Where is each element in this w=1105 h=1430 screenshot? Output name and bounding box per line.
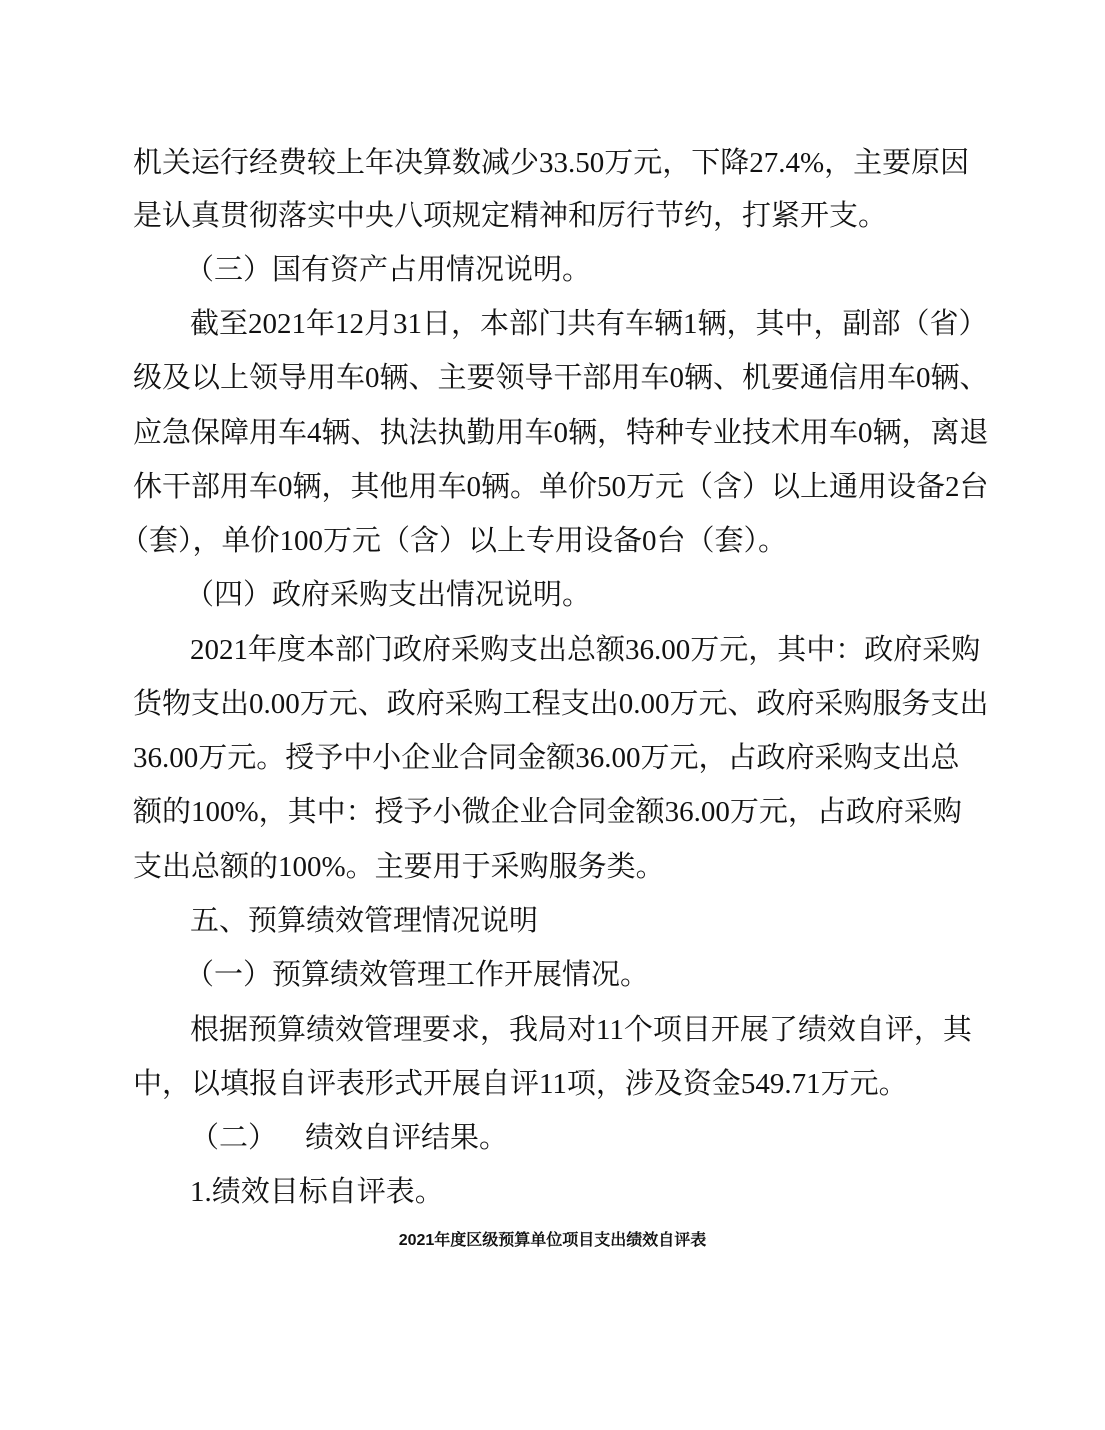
section-heading: 绩效自评结果。 — [305, 1122, 509, 1154]
section-heading: （四）政府采购支出情况说明。 — [185, 579, 592, 611]
section-heading: （一）预算绩效管理工作开展情况。 — [185, 959, 650, 991]
section-heading-number: （二） — [190, 1122, 278, 1154]
paragraph-line: 货物支出0.00万元、政府采购工程支出0.00万元、政府采购服务支出 — [133, 688, 989, 720]
table-title: 2021年度区级预算单位项目支出绩效自评表 — [398, 1232, 707, 1249]
paragraph-line: 中，以填报自评表形式开展自评11项，涉及资金549.71万元。 — [133, 1068, 908, 1100]
paragraph-line: （套），单价100万元（含）以上专用设备0台（套）。 — [120, 525, 788, 557]
paragraph-line: 额的100%，其中：授予小微企业合同金额36.00万元，占政府采购 — [133, 796, 962, 828]
subsection-heading: 1.绩效目标自评表。 — [190, 1176, 444, 1208]
section-heading: （三）国有资产占用情况说明。 — [185, 254, 592, 286]
paragraph-line: 支出总额的100%。主要用于采购服务类。 — [133, 851, 665, 883]
paragraph-line: 根据预算绩效管理要求，我局对11个项目开展了绩效自评，其 — [190, 1014, 972, 1046]
paragraph-line: 级及以上领导用车0辆、主要领导干部用车0辆、机要通信用车0辆、 — [133, 362, 989, 394]
paragraph-line: 截至2021年12月31日，本部门共有车辆1辆，其中，副部（省） — [190, 308, 988, 340]
paragraph-line: 应急保障用车4辆、执法执勤用车0辆，特种专业技术用车0辆，离退 — [133, 417, 989, 449]
section-heading: 五、预算绩效管理情况说明 — [190, 905, 539, 937]
paragraph-line: 是认真贯彻落实中央八项规定精神和厉行节约，打紧开支。 — [133, 200, 888, 232]
paragraph-line: 休干部用车0辆，其他用车0辆。单价50万元（含）以上通用设备2台 — [133, 471, 989, 503]
paragraph-line: 2021年度本部门政府采购支出总额36.00万元，其中：政府采购 — [190, 634, 981, 666]
paragraph-line: 36.00万元。授予中小企业合同金额36.00万元，占政府采购支出总 — [133, 742, 960, 774]
paragraph-line: 机关运行经费较上年决算数减少33.50万元，下降27.4%，主要原因 — [133, 147, 970, 179]
